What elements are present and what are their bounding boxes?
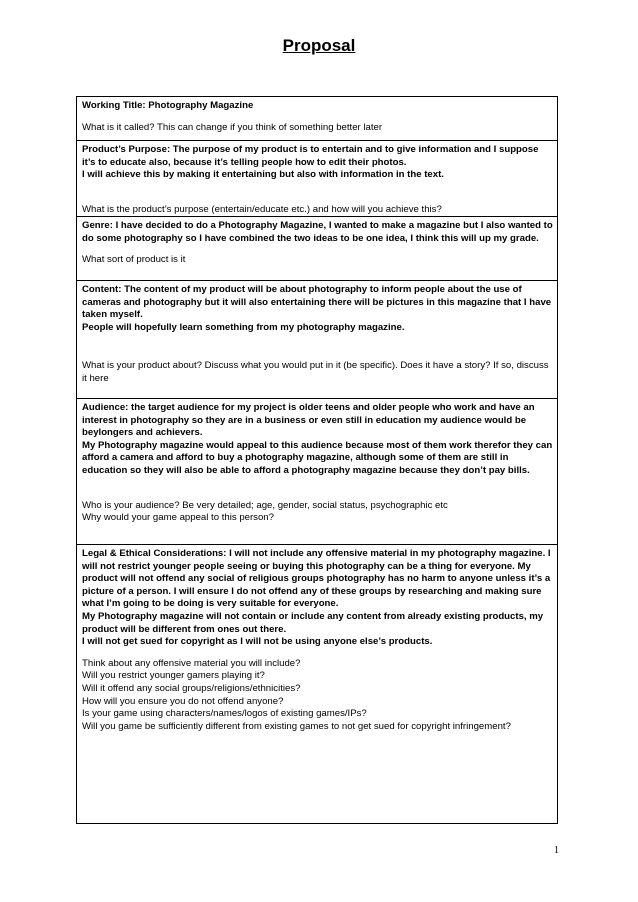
content-section (77, 281, 557, 399)
legal-ethical-answer: Legal & Ethical Considerations: I will not include any offensive material in my photography magazine. I will not restrict younger people seeing or buying this photography can be a thing for everyone. My product will not offend any social of religious groups photography has no harm to anyone unless it’s a picture of a person. I will ensure I do not offend any of these groups by researching and making sure what I’m going to be doing is very suitable for everyone. My Photography magazine will not contain or include any content from already existing products, my product will be different from ones out there. I will not get sued for copyright as I will not be using anyone else’s products. (82, 548, 551, 648)
content-prompt: What is your product about? Discuss what you would put in it (be specific). Does it have a story? If so, discuss it here (82, 360, 549, 384)
purpose-section (77, 141, 557, 217)
legal-ethical-prompt: Think about any offensive material you will include? Will you restrict younger gamers playing it? Will it offend any social groups/religions/ethnicities? How will you ensure you do not offend anyone? Is your game using characters/names/logos of existing games/IPs? Will you game be sufficiently different from existing games to not get sued for copyright infringement? (82, 657, 511, 732)
purpose-answer: Product’s Purpose: The purpose of my product is to entertain and to give information and I suppose it’s to educate also, because it’s telling people how to edit their photos. I will achieve this by making it entertaining but also with information in the text. (82, 144, 539, 181)
page-number: 1 (554, 845, 559, 856)
purpose-prompt: What is the product’s purpose (entertain/educate etc.) and how will you achieve this? (82, 203, 442, 215)
genre-prompt: What sort of product is it (82, 254, 186, 266)
legal-ethical-section (77, 545, 557, 823)
genre-answer: Genre: I have decided to do a Photography Magazine, I wanted to make a magazine but I also wanted to do some photography so I have combined the two ideas to be one idea, I think this will up my grade. (82, 220, 553, 244)
proposal-form (76, 96, 558, 824)
audience-section (77, 399, 557, 545)
content-answer: Content: The content of my product will be about photography to inform people about the use of cameras and photography but it will also entertaining there will be pictures in this magazine that I have taken myself. People will hopefully learn something from my photography magazine. (82, 284, 552, 333)
genre-section (77, 217, 557, 281)
audience-prompt: Who is your audience? Be very detailed; age, gender, social status, psychographic etc Why would your game appeal to this person? (82, 499, 448, 524)
page-title: Proposal (282, 36, 356, 55)
audience-answer: Audience: the target audience for my project is older teens and older people who work and have an interest in photography so they are in a business or even still in education my audience would be beylongers and achievers. My Photography magazine would appeal to this audience because most of them work therefor they can afford a camera and afford to buy a photography magazine, although some of them are still in education so they will also be able to afford a photography magazine because they don’t pay bills. (82, 402, 553, 476)
working-title-prompt: What is it called? This can change if you think of something better later (82, 121, 383, 133)
working-title-section (77, 97, 557, 141)
working-title-answer: Working Title: Photography Magazine (82, 100, 254, 111)
